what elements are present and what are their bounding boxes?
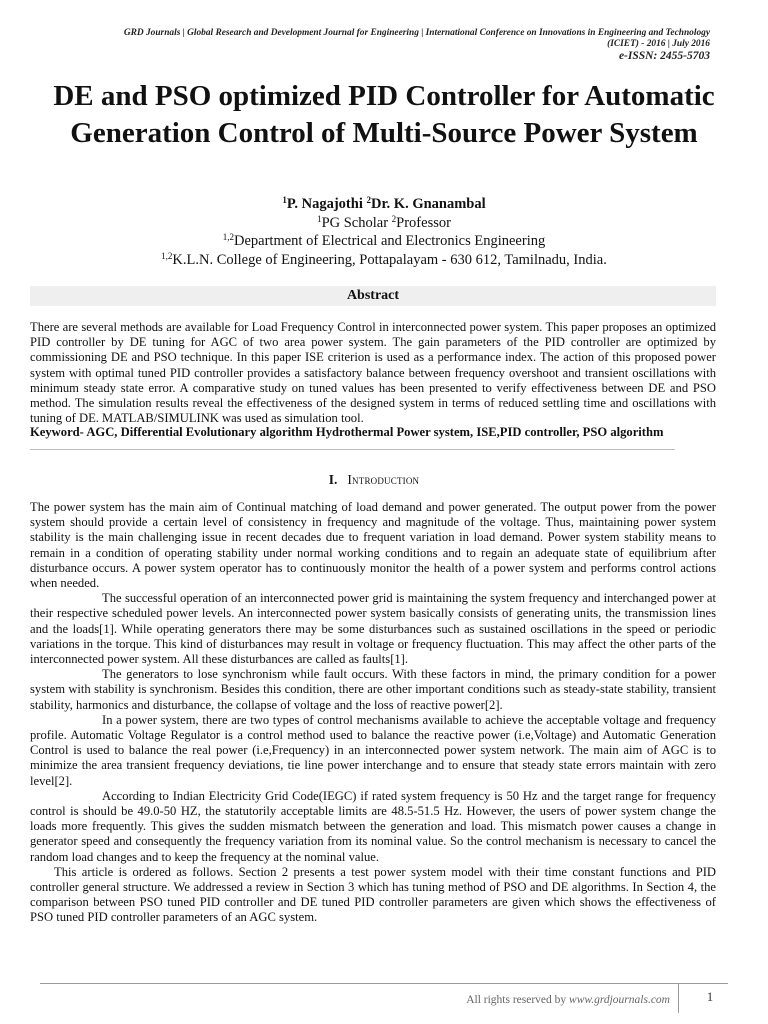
department-mark: 1,2 bbox=[222, 232, 235, 242]
author-2-affil-mark: 2 bbox=[366, 195, 371, 205]
abstract-heading: Abstract bbox=[30, 286, 716, 306]
section-title: Introduction bbox=[347, 472, 420, 487]
journal-issn: e-ISSN: 2455-5703 bbox=[618, 50, 710, 62]
role-1-mark: 1 bbox=[317, 213, 322, 224]
abstract-text: There are several methods are available for Load Frequency Control in interconnected power system. This paper proposes an optimized PID controller by DE tuning for AGC of two area power system. The gain parameters of the PID controller are optimized by commissioning DE and PSO technique. In this paper ISE criterion is used as a performance index. The action of this proposed power system with optimal tuned PID controller provides a satisfactory balance between frequency overshoot and transient oscillations with minimum steady state error. A comparative study on tuned values has been presented to verify effectiveness between DE and PSO method. The simulation results reveal the effectiveness of the designed system in terms of reduced settling time and oscillations with tuning of DE. MATLAB/SIMULINK was used as simulation tool. bbox=[30, 320, 716, 426]
abstract-divider bbox=[30, 449, 675, 450]
introduction-body bbox=[30, 500, 716, 926]
department-name: Department of Electrical and Electronics Engineering bbox=[234, 233, 546, 249]
page-number: 1 bbox=[706, 990, 714, 1004]
college-mark: 1,2 bbox=[161, 250, 173, 261]
footer-divider bbox=[40, 983, 728, 984]
section-number: I. bbox=[328, 472, 338, 487]
paragraph: This article is ordered as follows. Section 2 presents a test power system model with their time constant functions and PID controller general structure. We addressed a review in Section 3 which has tuning method of PSO and DE algorithms. In Section 4, the comparison between PSO tuned PID controller and DE tuned PID controller parameters are given which shows the effectiveness of PSO tuned PID controller parameters of an AGC system. bbox=[30, 864, 716, 925]
paragraph: According to Indian Electricity Grid Code(IEGC) if rated system frequency is 50 Hz and the target range for frequency control is should be 49.0-50 HZ, the statutorily acceptable limits are 48.5-51.5 Hz. However, the users of power system change the loads more frequently. This gives the sudden mismatch between the generation and load. This mismatch power causes a change in generator speed and consequently the frequency variation from its nominal value. So the control mechanism is necessary to cancel the random load changes and to keep the frequency at the nominal value. bbox=[30, 788, 716, 864]
role-2-mark: 2 bbox=[391, 213, 397, 224]
section-heading-introduction bbox=[0, 472, 748, 488]
author-1-name: P. Nagajothi bbox=[286, 196, 367, 212]
paragraph: The power system has the main aim of Continual matching of load demand and power generated. The output power from the power system should provide a certain level of consistency in frequency and magnitude of the voltage. Thus, maintaining power system stability is the main challenging issue in recent decades due to frequent variation in load demand. Power system stability means to remain in a condition of operating stability under normal working conditions and to regain an adequate state of equilibrium after disturbance occurs. A power system operator has to continuously monitor the health of a power system and performs control actions when needed. bbox=[30, 500, 716, 591]
journal-header-line2: (ICIET) - 2016 | July 2016 bbox=[607, 39, 710, 49]
role-1: PG Scholar bbox=[321, 214, 392, 231]
author-1-affil-mark: 1 bbox=[282, 195, 287, 205]
author-college bbox=[40, 251, 728, 270]
footer-rights-label: All rights reserved by bbox=[466, 994, 570, 1006]
journal-header bbox=[40, 28, 710, 63]
author-block bbox=[40, 195, 728, 269]
college-name: K.L.N. College of Engineering, Pottapalayam - 630 612, Tamilnadu, India. bbox=[172, 251, 607, 268]
keywords: Keyword- AGC, Differential Evolutionary algorithm Hydrothermal Power system, ISE,PID controller, PSO algorithm bbox=[30, 425, 664, 439]
footer-url-link[interactable]: www.grdjournals.com bbox=[569, 994, 670, 1006]
paragraph: The successful operation of an interconnected power grid is maintaining the system frequency and interchanged power at their respective scheduled power levels. An interconnected power system basically consists of generating units, the transmission lines and the loads[1]. While operating generators there may be some disturbances such as sustained oscillations in the speed or periodic variations in the torque. This kind of disturbances may result in voltage or frequency fluctuation. This may affect the other parts of the interconnected power system. All these disturbances are called as faults[1]. bbox=[30, 591, 716, 667]
footer-rights bbox=[420, 994, 670, 1006]
role-2: Professor bbox=[396, 214, 451, 231]
author-department bbox=[40, 232, 728, 251]
paragraph: In a power system, there are two types of control mechanisms available to achieve the acceptable voltage and frequency profile. Automatic Voltage Regulator is a control method used to balance the reactive power (i.e,Voltage) and Automatic Generation Control is used to balance the real power (i.e,Frequency) in an interconnected power system network. The main aim of AGC is to minimize the area transient frequency deviations, tie line power interchange and to ensure that steady state errors maintain with zero level[2]. bbox=[30, 712, 716, 788]
paragraph: The generators to lose synchronism while fault occurs. With these factors in mind, the primary condition for a power system with stability is synchronism. Besides this condition, there are other important conditions such as steady-state stability, transient stability, harmonics and disturbance, the collapse of voltage and the loss of reactive power[2]. bbox=[30, 667, 716, 712]
journal-header-line1: GRD Journals | Global Research and Development Journal for Engineering | International Conference on Innovations in Engineering and Technology bbox=[123, 28, 710, 38]
author-roles bbox=[40, 214, 728, 233]
author-names bbox=[40, 195, 728, 214]
paper-title: DE and PSO optimized PID Controller for Automatic Generation Control of Multi-Source Power System bbox=[53, 80, 715, 149]
author-2-name: Dr. K. Gnanambal bbox=[370, 196, 486, 212]
